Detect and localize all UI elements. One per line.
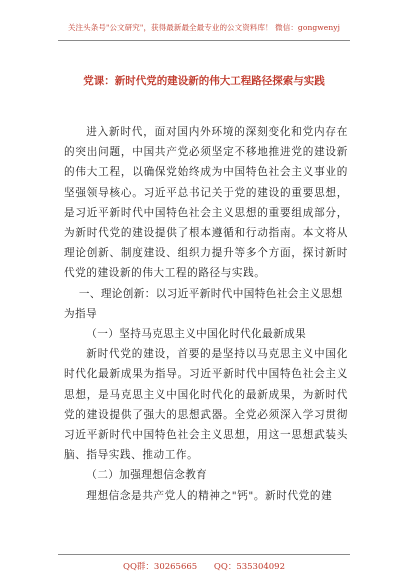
paragraph-ideals: 理想信念是共产党人的精神之"钙"。新时代党的建 [86,489,333,502]
subsection-heading-2: （二）加强理想信念教育 [86,469,208,482]
document-title: 党课：新时代党的建设新的伟大工程路径探索与实践 [83,75,325,87]
header-notice: 关注头条号"公文研究"，获得最新最全最专业的公文资料库！ 微信：gongwenyj [67,23,341,32]
document-body [64,122,348,506]
qq-group-label: QQ群： [122,562,154,572]
qq-number: 535304092 [236,562,285,572]
subsection-heading-1: （一）坚持马克思主义中国化时代化最新成果 [86,328,307,341]
qq-group-number: 30265665 [153,562,198,572]
footer-divider [58,554,350,555]
paragraph-theory: 新时代党的建设，首要的是坚持以马克思主义中国化时代化最新成果为指导。习近平新时代中国特色社会主义思想，是马克思主义中国化时代化的最新成果，为新时代党的建设提供了强大的思想武器。全党必须深入学习贯彻习近平新时代中国特色社会主义思想，用这一思想武装头脑、指导实践、推动工作。 [64,348,348,462]
paragraph-intro: 进入新时代，面对国内外环境的深刻变化和党内存在的突出问题，中国共产党必须坚定不移地推进党的建设新的伟大工程，以确保党始终成为中国特色社会主义事业的坚强领导核心。习近平总书记关于党的建设的重要思想，是习近平新时代中国特色社会主义思想的重要组成部分，为新时代党的建设提供了根本遵循和行动指南。本文将从理论创新、制度建设、组织力提升等多个方面，探讨新时代党的建设新的伟大工程的路径与实践。 [64,126,348,280]
footer-qq-group [123,562,197,572]
qq-label: QQ： [213,562,237,572]
header-divider [58,40,350,41]
footer-qq [214,562,285,572]
section-heading-1: 一、理论创新：以习近平新时代中国特色社会主义思想为指导 [64,287,343,320]
footer-contact [0,560,408,572]
